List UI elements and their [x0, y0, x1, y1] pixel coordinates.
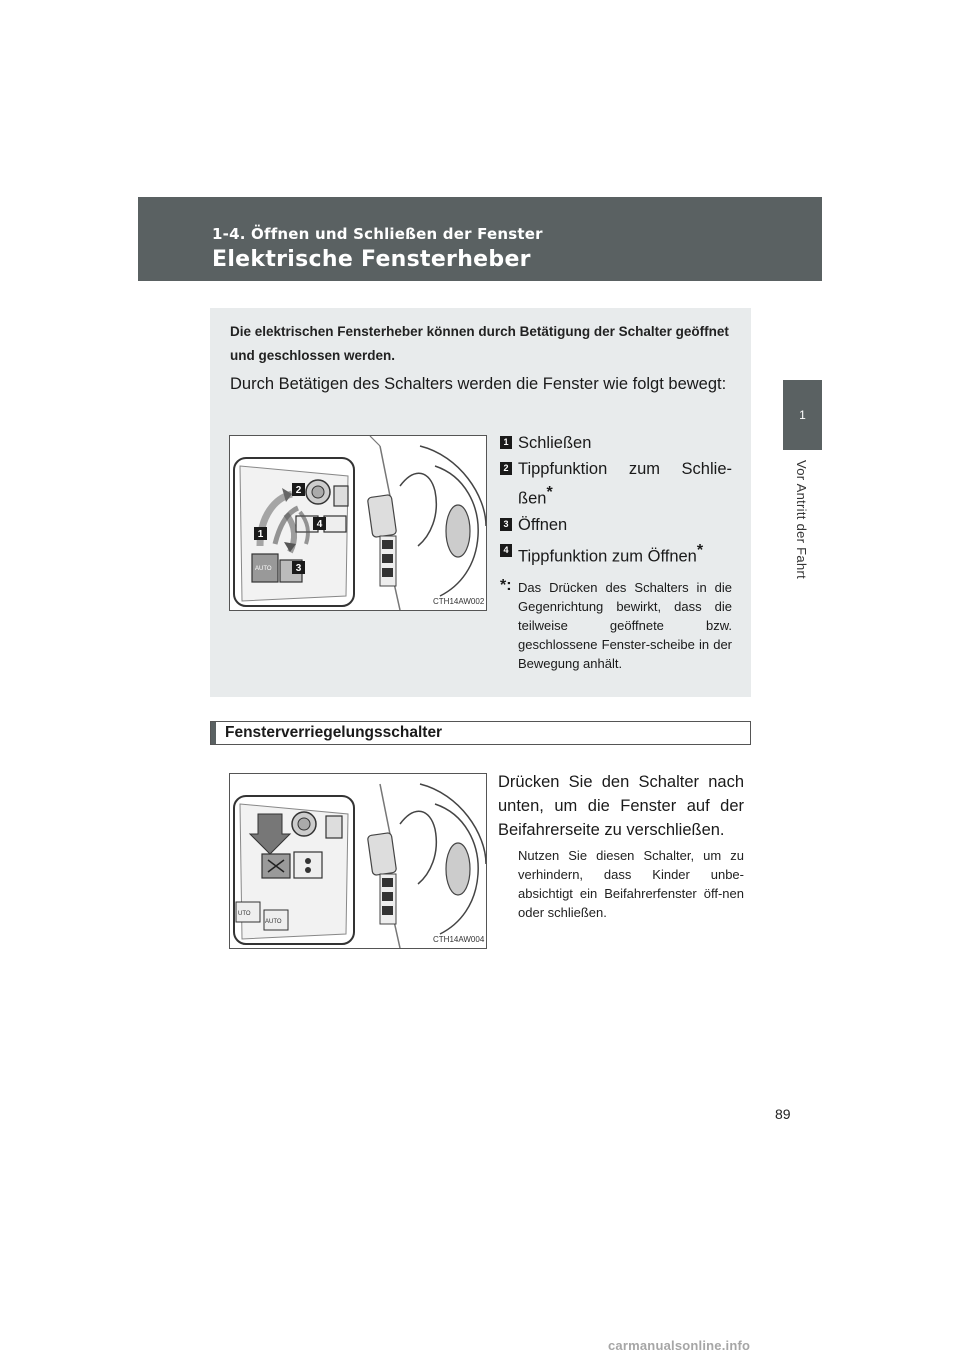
- list-item: [500, 457, 732, 511]
- svg-text:AUTO: AUTO: [265, 919, 282, 925]
- list-item: [500, 539, 732, 569]
- number-badge: 1: [500, 436, 512, 449]
- window-lock-illustration: [230, 774, 486, 948]
- list-item-text: Schließen: [518, 434, 592, 452]
- section-label: 1-4. Öffnen und Schließen der Fenster: [212, 225, 543, 243]
- list-item-text: Tippfunktion zum Schlie-ßen: [518, 460, 732, 508]
- lock-instruction: Drücken Sie den Schalter nach unten, um die Fenster auf der Beifahrerseite zu verschließen.: [498, 773, 744, 839]
- callout-3: [292, 561, 305, 574]
- list-item-text: Tippfunktion zum Öffnen: [518, 547, 697, 565]
- number-badge: 3: [500, 518, 512, 531]
- svg-text:AUTO: AUTO: [255, 566, 272, 572]
- lock-note: Nutzen Sie diesen Schalter, um zu verhindern, dass Kinder unbe-absichtigt ein Beifahrerfenster öff-nen oder schließen.: [518, 848, 744, 920]
- section-heading: [210, 721, 751, 745]
- heading-accent-bar: [211, 722, 216, 744]
- section-heading-text: Fensterverriegelungsschalter: [225, 724, 443, 741]
- svg-text:1: 1: [257, 529, 264, 540]
- svg-text:4: 4: [316, 519, 323, 530]
- number-badge: 4: [500, 544, 512, 557]
- footnote-mark: *:: [500, 577, 512, 594]
- intro-box: [210, 308, 751, 697]
- watermark: carmanualsonline.info: [608, 1338, 751, 1353]
- intro-summary: Die elektrischen Fensterheber können durch Betätigung der Schalter geöffnet und geschlossen werden.: [230, 324, 729, 363]
- function-list: [500, 431, 732, 673]
- callout-2: [292, 483, 305, 496]
- list-item: [500, 513, 732, 537]
- footnote-star: *: [696, 541, 704, 559]
- page-title: Elektrische Fensterheber: [212, 247, 531, 272]
- footnote-star: *: [546, 484, 553, 501]
- window-switch-figure: [229, 435, 487, 611]
- footnote: [500, 578, 732, 673]
- svg-text:2: 2: [295, 485, 302, 496]
- callout-4: [313, 517, 326, 530]
- window-switch-illustration: [230, 436, 486, 610]
- figure-code: CTH14AW004: [433, 935, 485, 944]
- footnote-text: Das Drücken des Schalters in die Gegenrichtung bewirkt, dass die teilweise geöffnete bzw. geschlossene Fenster-scheibe in der Bewegung anhält.: [518, 580, 732, 671]
- chapter-side-title: [772, 460, 832, 600]
- list-item: [500, 431, 732, 455]
- svg-text:UTO: UTO: [238, 911, 251, 917]
- window-lock-figure: [229, 773, 487, 949]
- chapter-tab[interactable]: [783, 380, 822, 450]
- callout-1: [254, 527, 267, 540]
- chapter-header: [138, 197, 822, 281]
- list-item-text: Öffnen: [518, 515, 568, 534]
- svg-text:3: 3: [295, 563, 302, 574]
- chapter-title: Vor Antritt der Fahrt: [794, 460, 809, 580]
- number-badge: 2: [500, 462, 512, 475]
- figure-code: CTH14AW002: [433, 597, 485, 606]
- chapter-number: 1: [799, 408, 806, 422]
- intro-text: Durch Betätigen des Schalters werden die Fenster wie folgt bewegt:: [230, 375, 727, 393]
- page-number: 89: [775, 1106, 791, 1122]
